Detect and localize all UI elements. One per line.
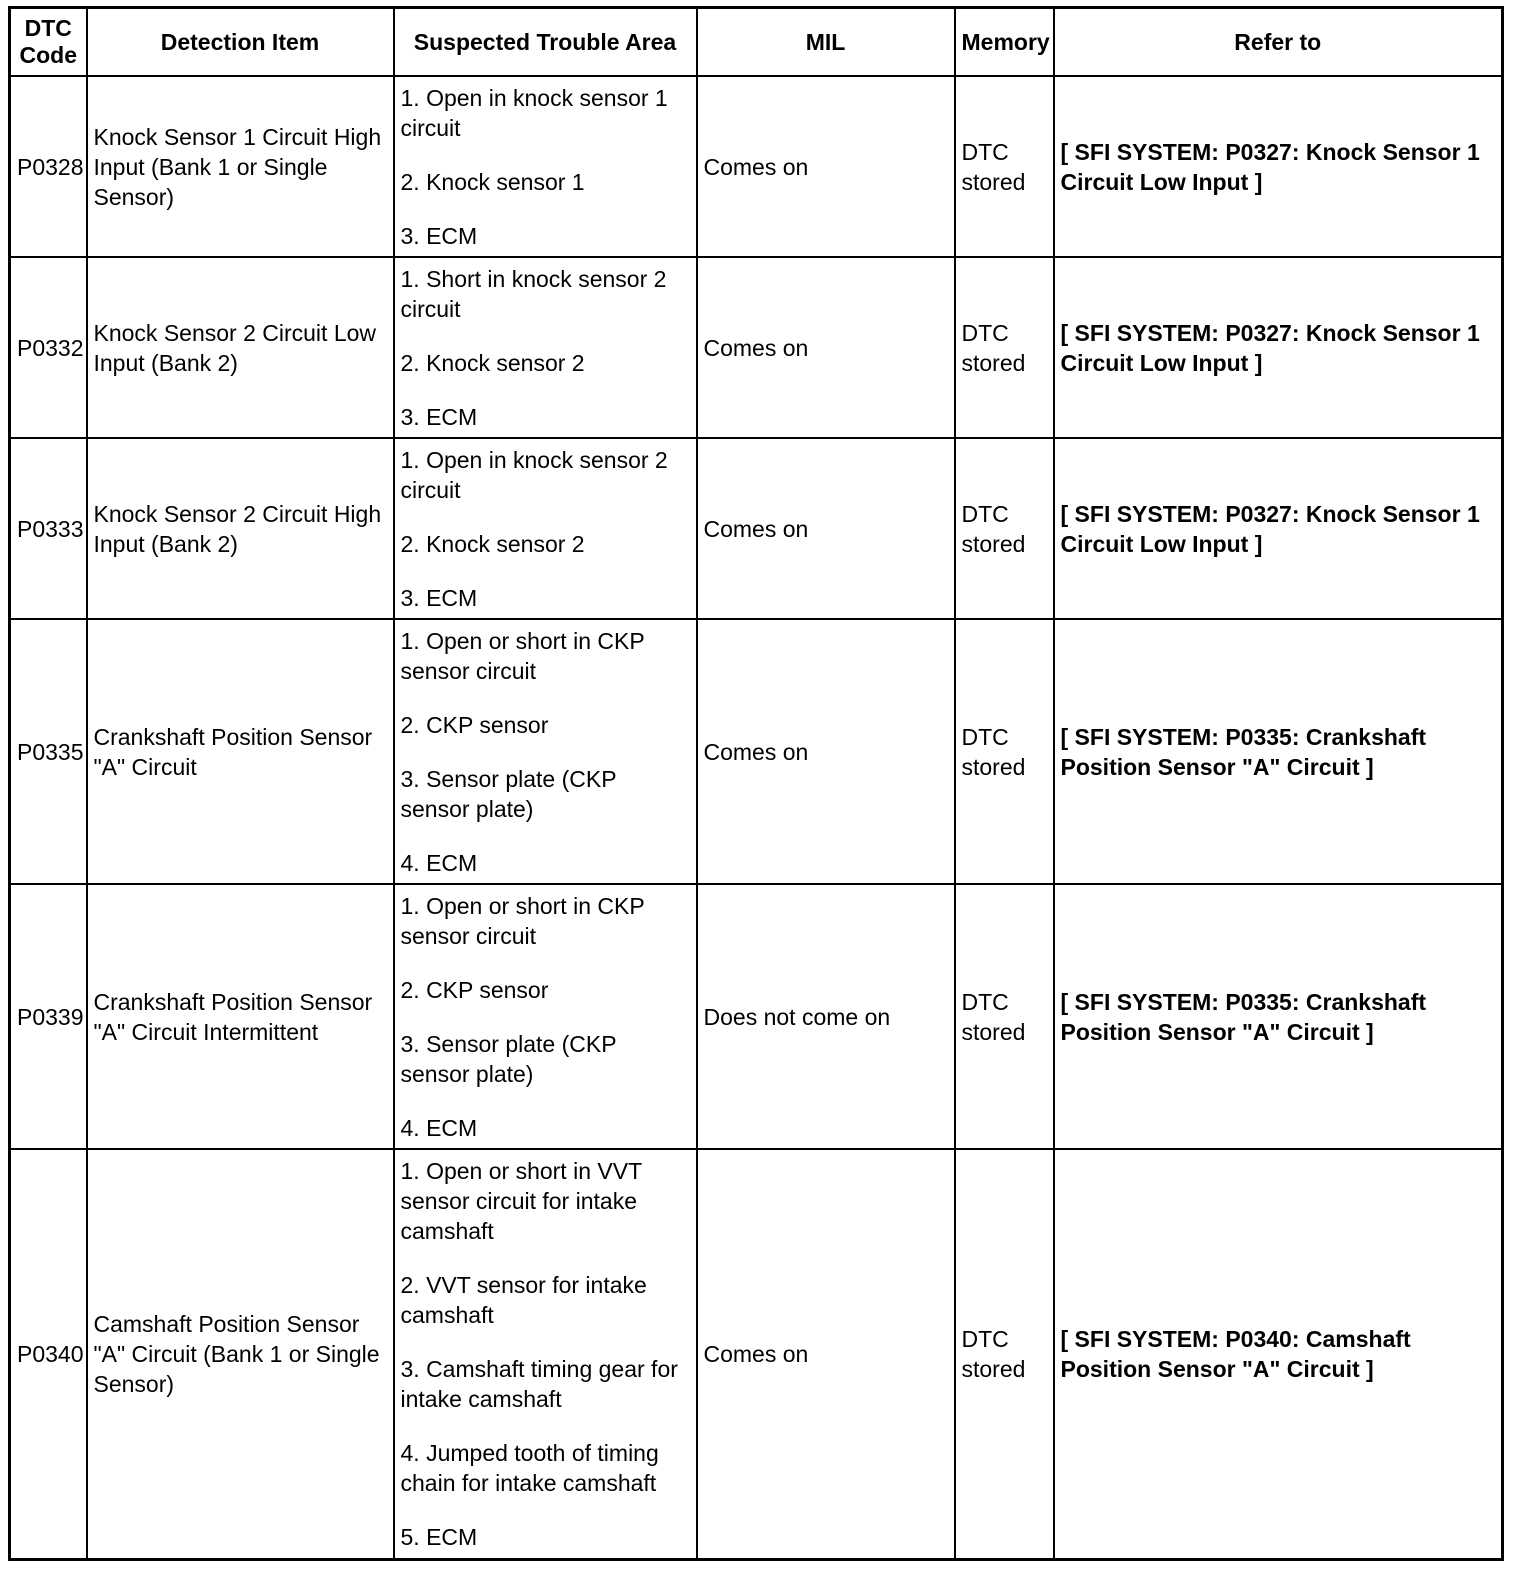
trouble-area-entry: 3. Sensor plate (CKP sensor plate): [400, 765, 617, 822]
trouble-area-entry: 3. ECM: [400, 222, 478, 249]
table-header-row: [10, 8, 1503, 77]
detection-item-cell: Camshaft Position Sensor "A" Circuit (Bank 1 or Single Sensor): [87, 1149, 394, 1559]
trouble-area-entry: 1. Open in knock sensor 2 circuit: [400, 446, 668, 503]
header-mil: MIL: [697, 8, 955, 77]
trouble-area-entry: 2. Knock sensor 2: [400, 349, 585, 376]
suspected-trouble-area-cell: [394, 438, 697, 619]
trouble-area-entry: 4. ECM: [400, 1114, 478, 1141]
refer-to-cell: [ SFI SYSTEM: P0335: Crankshaft Position Sensor "A" Circuit ]: [1054, 884, 1503, 1149]
memory-cell: DTC stored: [955, 257, 1054, 438]
refer-to-cell: [ SFI SYSTEM: P0327: Knock Sensor 1 Circuit Low Input ]: [1054, 76, 1503, 257]
trouble-area-entry: 3. ECM: [400, 403, 478, 430]
trouble-area-entry: 1. Open or short in CKP sensor circuit: [400, 627, 645, 684]
mil-cell: Comes on: [697, 438, 955, 619]
table-row: [10, 76, 1503, 257]
trouble-area-entry: 2. Knock sensor 2: [400, 530, 585, 557]
table-row: [10, 884, 1503, 1149]
table-row: [10, 438, 1503, 619]
trouble-area-entry: 2. CKP sensor: [400, 711, 549, 738]
dtc-code-cell: P0328: [10, 76, 87, 257]
detection-item-cell: Knock Sensor 2 Circuit Low Input (Bank 2): [87, 257, 394, 438]
dtc-code-cell: P0333: [10, 438, 87, 619]
header-memory: Memory: [955, 8, 1054, 77]
detection-item-cell: Knock Sensor 1 Circuit High Input (Bank 1 or Single Sensor): [87, 76, 394, 257]
trouble-area-entry: 1. Short in knock sensor 2 circuit: [400, 265, 667, 322]
trouble-area-entry: 2. Knock sensor 1: [400, 168, 585, 195]
detection-item-cell: Crankshaft Position Sensor "A" Circuit Intermittent: [87, 884, 394, 1149]
table-row: [10, 619, 1503, 884]
mil-cell: Comes on: [697, 76, 955, 257]
trouble-area-entry: 3. ECM: [400, 584, 478, 611]
trouble-area-entry: 2. VVT sensor for intake camshaft: [400, 1271, 647, 1328]
memory-cell: DTC stored: [955, 619, 1054, 884]
dtc-code-cell: P0335: [10, 619, 87, 884]
suspected-trouble-area-cell: [394, 76, 697, 257]
trouble-area-entry: 1. Open in knock sensor 1 circuit: [400, 84, 668, 141]
trouble-area-entry: 4. Jumped tooth of timing chain for intake camshaft: [400, 1439, 659, 1496]
mil-cell: Comes on: [697, 1149, 955, 1559]
memory-cell: DTC stored: [955, 438, 1054, 619]
refer-to-cell: [ SFI SYSTEM: P0327: Knock Sensor 1 Circuit Low Input ]: [1054, 257, 1503, 438]
memory-cell: DTC stored: [955, 76, 1054, 257]
mil-cell: Comes on: [697, 619, 955, 884]
memory-cell: DTC stored: [955, 884, 1054, 1149]
header-refer-to: Refer to: [1054, 8, 1503, 77]
dtc-code-cell: P0339: [10, 884, 87, 1149]
mil-cell: Comes on: [697, 257, 955, 438]
detection-item-cell: Crankshaft Position Sensor "A" Circuit: [87, 619, 394, 884]
header-detection-item: Detection Item: [87, 8, 394, 77]
trouble-area-entry: 3. Sensor plate (CKP sensor plate): [400, 1030, 617, 1087]
suspected-trouble-area-cell: [394, 619, 697, 884]
trouble-area-entry: 1. Open or short in CKP sensor circuit: [400, 892, 645, 949]
dtc-code-cell: P0332: [10, 257, 87, 438]
refer-to-cell: [ SFI SYSTEM: P0340: Camshaft Position Sensor "A" Circuit ]: [1054, 1149, 1503, 1559]
trouble-area-entry: 2. CKP sensor: [400, 976, 549, 1003]
mil-cell: Does not come on: [697, 884, 955, 1149]
table-body: [10, 76, 1503, 1559]
dtc-code-cell: P0340: [10, 1149, 87, 1559]
refer-to-cell: [ SFI SYSTEM: P0335: Crankshaft Position Sensor "A" Circuit ]: [1054, 619, 1503, 884]
header-suspected-trouble-area: Suspected Trouble Area: [394, 8, 697, 77]
trouble-area-entry: 1. Open or short in VVT sensor circuit for intake camshaft: [400, 1157, 642, 1244]
memory-cell: DTC stored: [955, 1149, 1054, 1559]
suspected-trouble-area-cell: [394, 1149, 697, 1559]
table-row: [10, 1149, 1503, 1559]
suspected-trouble-area-cell: [394, 884, 697, 1149]
trouble-area-entry: 4. ECM: [400, 849, 478, 876]
trouble-area-entry: 3. Camshaft timing gear for intake camshaft: [400, 1355, 678, 1412]
refer-to-cell: [ SFI SYSTEM: P0327: Knock Sensor 1 Circuit Low Input ]: [1054, 438, 1503, 619]
suspected-trouble-area-cell: [394, 257, 697, 438]
header-dtc-code: DTC Code: [10, 8, 87, 77]
table-row: [10, 257, 1503, 438]
trouble-area-entry: 5. ECM: [400, 1523, 478, 1550]
dtc-table: [8, 6, 1504, 1561]
detection-item-cell: Knock Sensor 2 Circuit High Input (Bank 2): [87, 438, 394, 619]
